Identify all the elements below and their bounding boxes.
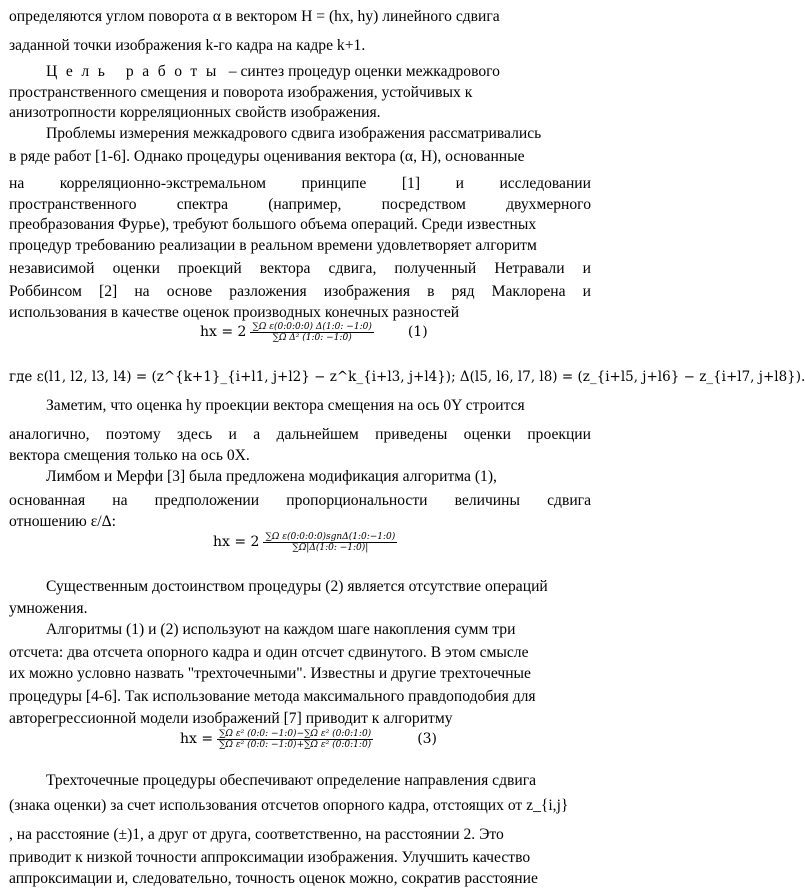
text-line: Существенным достоинством процедуры (2) является отсутствие операций	[46, 578, 548, 595]
formula-1-numerator: ∑Ω ε(0:0:0:0) Δ(1:0: −1:0)	[252, 322, 372, 332]
text-line: отсчета: два отсчета опорного кадра и один отсчет сдвинутого. В этом смысле	[9, 644, 529, 661]
text-line: , на расстояние (±)1, а друг от друга, соответственно, на расстоянии 2. Это	[9, 826, 504, 843]
text-line: вектора смещения только на ось 0X.	[9, 447, 250, 464]
formula-1-denominator: ∑Ω Δ² (1:0: −1:0)	[272, 333, 352, 343]
text-line: пространственного спектра (например, посредством двухмерного	[9, 196, 591, 213]
text-line: аппроксимации и, следовательно, точность оценок можно, сократив расстояние	[9, 870, 538, 887]
goal-text: – синтез процедур оценки межкадрового	[228, 63, 500, 80]
text-line: использования в качестве оценок производных конечных разностей	[9, 304, 460, 321]
definition-line: где ε(l1, l2, l3, l4) = (z^{k+1}_{i+l1, j+l2} − z^k_{i+l3, j+l4}); Δ(l5, l6, l7, l8) = (z_{i+l5, j+l6} − z_{i+l7, j+l8}).	[9, 369, 805, 385]
text-line: Заметим, что оценка hy проекции вектора смещения на ось 0Y строится	[46, 397, 525, 414]
text-line: заданной точки изображения k-го кадра на кадре k+1.	[9, 37, 366, 54]
formula-2-numerator: ∑Ω ε(0:0:0:0)sgnΔ(1:0:−1:0)	[265, 532, 396, 542]
text-line: (знака оценки) за счет использования отсчетов опорного кадра, отстоящих от z_{i,j}	[9, 797, 569, 814]
formula-2-denominator: ∑Ω|Δ(1:0: −1:0)|	[292, 543, 369, 553]
text-line: аналогично, поэтому здесь и а дальнейшем приведены оценки проекции	[9, 426, 591, 443]
formula-1-lhs: hx = 2	[200, 324, 247, 341]
goal-line	[46, 63, 591, 81]
formula-1	[200, 322, 428, 343]
text-line: их можно условно назвать "трехточечными". Известны и другие трехточечные	[9, 665, 531, 682]
goal-heading: Цель работы	[46, 63, 225, 80]
formula-2-lhs: hx = 2	[213, 534, 260, 551]
formula-3-numerator: ∑Ω ε² (0:0: −1:0)−∑Ω ε² (0:0:1:0)	[219, 729, 372, 739]
text-line: умножения.	[9, 600, 88, 617]
text-line: Роббинсом [2] на основе разложения изображения в ряд Маклорена и	[9, 283, 591, 300]
text-line: Алгоритмы (1) и (2) используют на каждом шаге накопления сумм три	[46, 621, 516, 638]
text-line: пространственного смещения и поворота изображения, устойчивых к	[9, 84, 473, 101]
text-line: процедур требованию реализации в реальном времени удовлетворяет алгоритм	[9, 237, 537, 254]
text-line: Проблемы измерения межкадрового сдвига изображения рассматривались	[46, 125, 542, 142]
text-line: Лимбом и Мерфи [3] была предложена модификация алгоритма (1),	[46, 468, 497, 485]
text-line: основанная на предположении пропорциональности величины сдвига	[9, 492, 591, 509]
text-line: определяются углом поворота α в вектором H = (hx, hy) линейного сдвига	[9, 8, 500, 25]
formula-3-tag: (3)	[417, 731, 438, 748]
text-line: в ряде работ [1-6]. Однако процедуры оценивания вектора (α, H), основанные	[9, 148, 525, 165]
text-line: независимой оценки проекций вектора сдвига, полученный Нетравали и	[9, 260, 591, 277]
text-line: Трехточечные процедуры обеспечивают определение направления сдвига	[46, 772, 537, 789]
formula-1-tag: (1)	[407, 324, 428, 341]
text-line: приводит к низкой точности аппроксимации изображения. Улучшить качество	[9, 849, 531, 866]
text-line: на корреляционно-экстремальном принципе [1] и исследовании	[9, 175, 591, 192]
formula-2	[213, 532, 397, 553]
text-line: отношению ε/Δ:	[9, 513, 116, 530]
formula-3	[180, 729, 437, 750]
formula-3-lhs: hx =	[180, 731, 214, 748]
text-line: преобразования Фурье), требуют большого объема операций. Среди известных	[9, 216, 537, 233]
text-line: анизотропности корреляционных свойств изображения.	[9, 104, 381, 121]
text-line: процедуры [4-6]. Так использование метода максимального правдоподобия для	[9, 688, 536, 705]
text-line: авторегрессионной модели изображений [7] приводит к алгоритму	[9, 710, 453, 727]
formula-3-denominator: ∑Ω ε² (0:0: −1:0)+∑Ω ε² (0:0:1:0)	[219, 740, 372, 750]
